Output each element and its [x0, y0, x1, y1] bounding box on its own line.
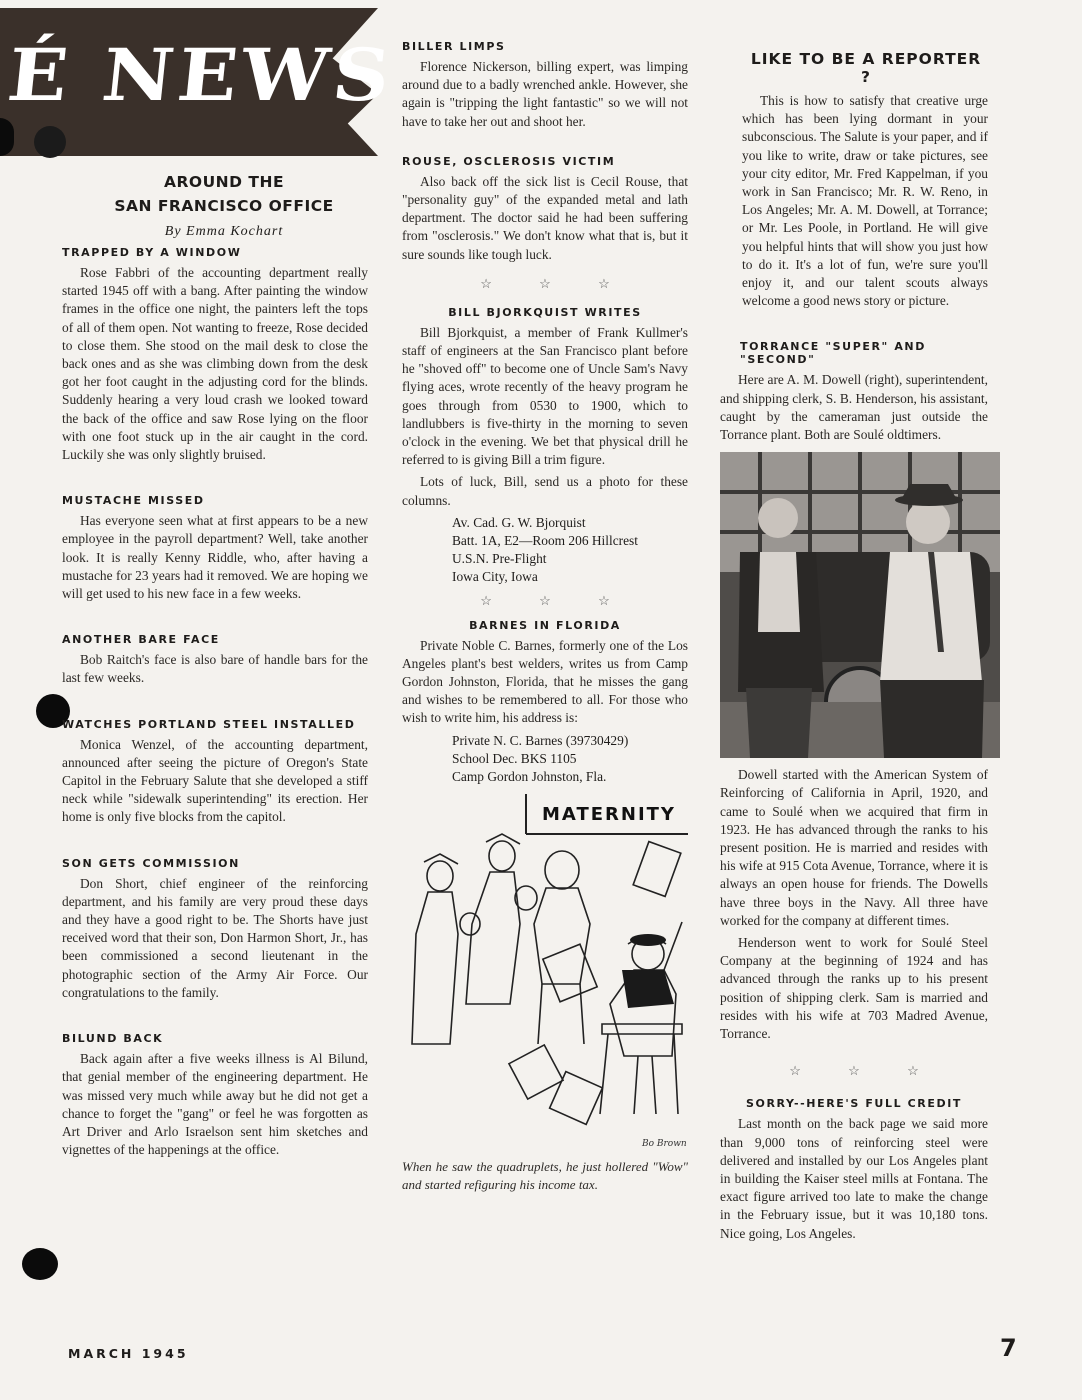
address-line: Private N. C. Barnes (39730429)	[452, 732, 629, 748]
article-body: Also back off the sick list is Cecil Rouse, that "personality guy" of the expanded metal and lath department. The doctor said he had been suffering from "osclerosis." We don't know what that is, but it sure sounds like tough luck.	[402, 173, 688, 262]
article-heading: BILUND BACK	[62, 1032, 164, 1046]
article-heading: TORRANCE "SUPER" AND "SECOND"	[740, 340, 926, 367]
banner-title: É NEWS	[3, 33, 398, 118]
article-body: Has everyone seen what at first appears to be a new employee in the payroll department? Well, take another look. It is really Kenny Riddle, who, after having a mustache for 23 years had it removed. We are hoping we will get used to his new face in a few weeks.	[62, 513, 368, 602]
star-divider: ☆ ☆ ☆	[480, 275, 632, 291]
article-heading: MUSTACHE MISSED	[62, 494, 205, 508]
article-body: Bob Raitch's face is also bare of handle bars for the last few weeks.	[62, 652, 368, 686]
banner-rivet	[34, 126, 66, 158]
article-heading: BILLER LIMPS	[402, 40, 506, 53]
article-heading: WATCHES PORTLAND STEEL INSTALLED	[62, 717, 356, 731]
reporter-heading: LIKE TO BE A REPORTER ?	[750, 50, 982, 86]
address-line: U.S.N. Pre-Flight	[452, 551, 547, 567]
svg-text:Bo Brown: Bo Brown	[642, 1139, 687, 1150]
article-body: Last month on the back page we said more than 9,000 tons of reinforcing steel were delivered and installed by our Los Angeles plant in building the Kaiser steel mills at Fontana. The exact figure arrived too late to make the change in the February issue, but it was 10,180 tons. Nice going, Los Angeles.	[720, 1116, 988, 1241]
address-line: School Dec. BKS 1105	[452, 750, 577, 766]
section-title-line1: AROUND THE	[163, 173, 285, 191]
left-column	[62, 170, 368, 1159]
article-heading: TRAPPED BY A WINDOW	[62, 246, 242, 259]
article-body: Henderson went to work for Soulé Steel Company at the beginning of 1924 and has advanced through the ranks up to his present position of shipping clerk. Sam is married and resides with his wife at 703 Madred Avenue, Torrance.	[720, 935, 988, 1042]
photo-illustration	[720, 452, 1000, 758]
star-divider: ☆ ☆ ☆	[789, 1063, 941, 1079]
article-body: Lots of luck, Bill, send us a photo for these columns.	[402, 474, 688, 508]
article-heading: ANOTHER BARE FACE	[62, 633, 220, 647]
star-divider: ☆ ☆ ☆	[480, 592, 632, 608]
mailing-address	[402, 732, 688, 787]
article-body: Private Noble C. Barnes, formerly one of the Los Angeles plant's best welders, writes us from Camp Gordon Johnston, Florida, that he misses the gang and wishes to be remembered to all. For those who wish to write him, his address is:	[402, 637, 688, 726]
binder-hole-bottom	[22, 1248, 58, 1280]
article-body: Florence Nickerson, billing expert, was limping around due to a badly wrenched ankle. However, she again is "tripping the light fantastic" so we will not have to take her out and shoot her.	[402, 59, 688, 129]
page-number: 7	[1000, 1334, 1017, 1362]
mailing-address	[402, 514, 688, 587]
torrance-photo	[720, 452, 1000, 758]
article-body: Bill Bjorkquist, a member of Frank Kullmer's staff of engineers at the San Francisco plant before he "shoved off" to become one of Uncle Sam's Navy flying aces, wrote recently of the heavy program he goes through from 0530 to 1900, which to landlubbers is five-thirty in the morning to seven o'clock in the evening. We bet that physical drill he referred to is giving Bill a trim figure.	[402, 324, 688, 468]
article-body: Don Short, chief engineer of the reinforcing department, and his family are very proud these days and they have a good right to be. The Shorts have just received word that their son, Don Harmon Short, Jr., has been commissioned a second lieutenant in the photographic section of the Army Air Force. Our congratulations to the family.	[62, 875, 368, 1000]
article-body: Back again after a five weeks illness is Al Bilund, that genial member of the engineering department. He was missed very much while away but he did not get a chance to forget the "gang" or feel he was forgotten as Art Driver and Arlo Israelson sent him sketches and vignettes of the happenings at the office.	[62, 1051, 368, 1158]
article-heading: BILL BJORKQUIST WRITES	[448, 305, 642, 319]
article-heading: SON GETS COMMISSION	[62, 856, 240, 870]
photo-intro: Here are A. M. Dowell (right), superintendent, and shipping clerk, S. B. Henderson, his assistant, caught by the cameraman just outside the Torrance plant. Both are Soulé oldtimers.	[720, 372, 988, 443]
cartoon-illustration	[402, 794, 688, 1154]
maternity-cartoon	[402, 794, 688, 1154]
middle-column	[402, 40, 688, 1194]
address-line: Batt. 1A, E2—Room 206 Hillcrest	[452, 533, 638, 549]
section-title-line2: SAN FRANCISCO OFFICE	[114, 197, 334, 215]
cartoon-caption: When he saw the quadruplets, he just hollered "Wow" and started refiguring his income tax.	[402, 1159, 688, 1193]
issue-date: MARCH 1945	[68, 1346, 189, 1361]
article-heading: SORRY--HERE'S FULL CREDIT	[746, 1097, 962, 1111]
article-body: Dowell started with the American System of Reinforcing of California in April, 1920, and came to Soulé when we acquired that firm in 1923. He has advanced through the ranks to his present position. He is married and resides with his wife at 915 Cota Avenue, Torrance, where it is always an open house for friends. The Dowells have three boys in the Navy. All three have worked for the company at different times.	[720, 767, 988, 928]
article-body: Monica Wenzel, of the accounting department, announced after seeing the picture of Oregon's State Capitol in the February Salute that she developed a stiff neck while "sidewalk superintending" its erection. Her home is only five blocks from the capitol.	[62, 736, 368, 825]
address-line: Iowa City, Iowa	[452, 569, 538, 585]
article-heading: BARNES IN FLORIDA	[469, 618, 621, 632]
address-line: Av. Cad. G. W. Bjorquist	[452, 514, 586, 530]
article-heading: ROUSE, OSCLEROSIS VICTIM	[402, 154, 616, 168]
article-body: This is how to satisfy that creative urge which has been lying dormant in your subconscious. The Salute is your paper, and if you like to write, draw or take pictures, see your city editor, Mr. Fred Kappelman, if you work in San Francisco; Mr. R. W. Reno, in Los Angeles; Mr. A. M. Dowell, at Torrance; or Mr. Les Poole, in Portland. He will give you helpful hints that will show you just how to do it. It's a lot of fun, we're sure you'll enjoy it, and our talent scouts always welcome a good news story or picture.	[742, 93, 988, 309]
maternity-sign: MATERNITY	[542, 804, 676, 826]
article-body: Rose Fabbri of the accounting department really started 1945 off with a bang. After painting the window frames in the office one night, the painters left the tops of all of them open. Not wanting to freeze, Rose decided to close them. She stood on the mail desk to close the back ones and as she was climbing down from the desk got her foot caught in the adjusting cord for the blinds. Suddenly hearing a very loud crash we looked toward the back of the office and saw Rose lying on the floor with one foot stuck up in the air caught in the cord. Luckily she was only slightly bruised.	[62, 265, 368, 463]
right-column	[720, 50, 988, 1243]
address-line: Camp Gordon Johnston, Fla.	[452, 769, 607, 785]
byline: By Emma Kochart	[164, 224, 284, 239]
